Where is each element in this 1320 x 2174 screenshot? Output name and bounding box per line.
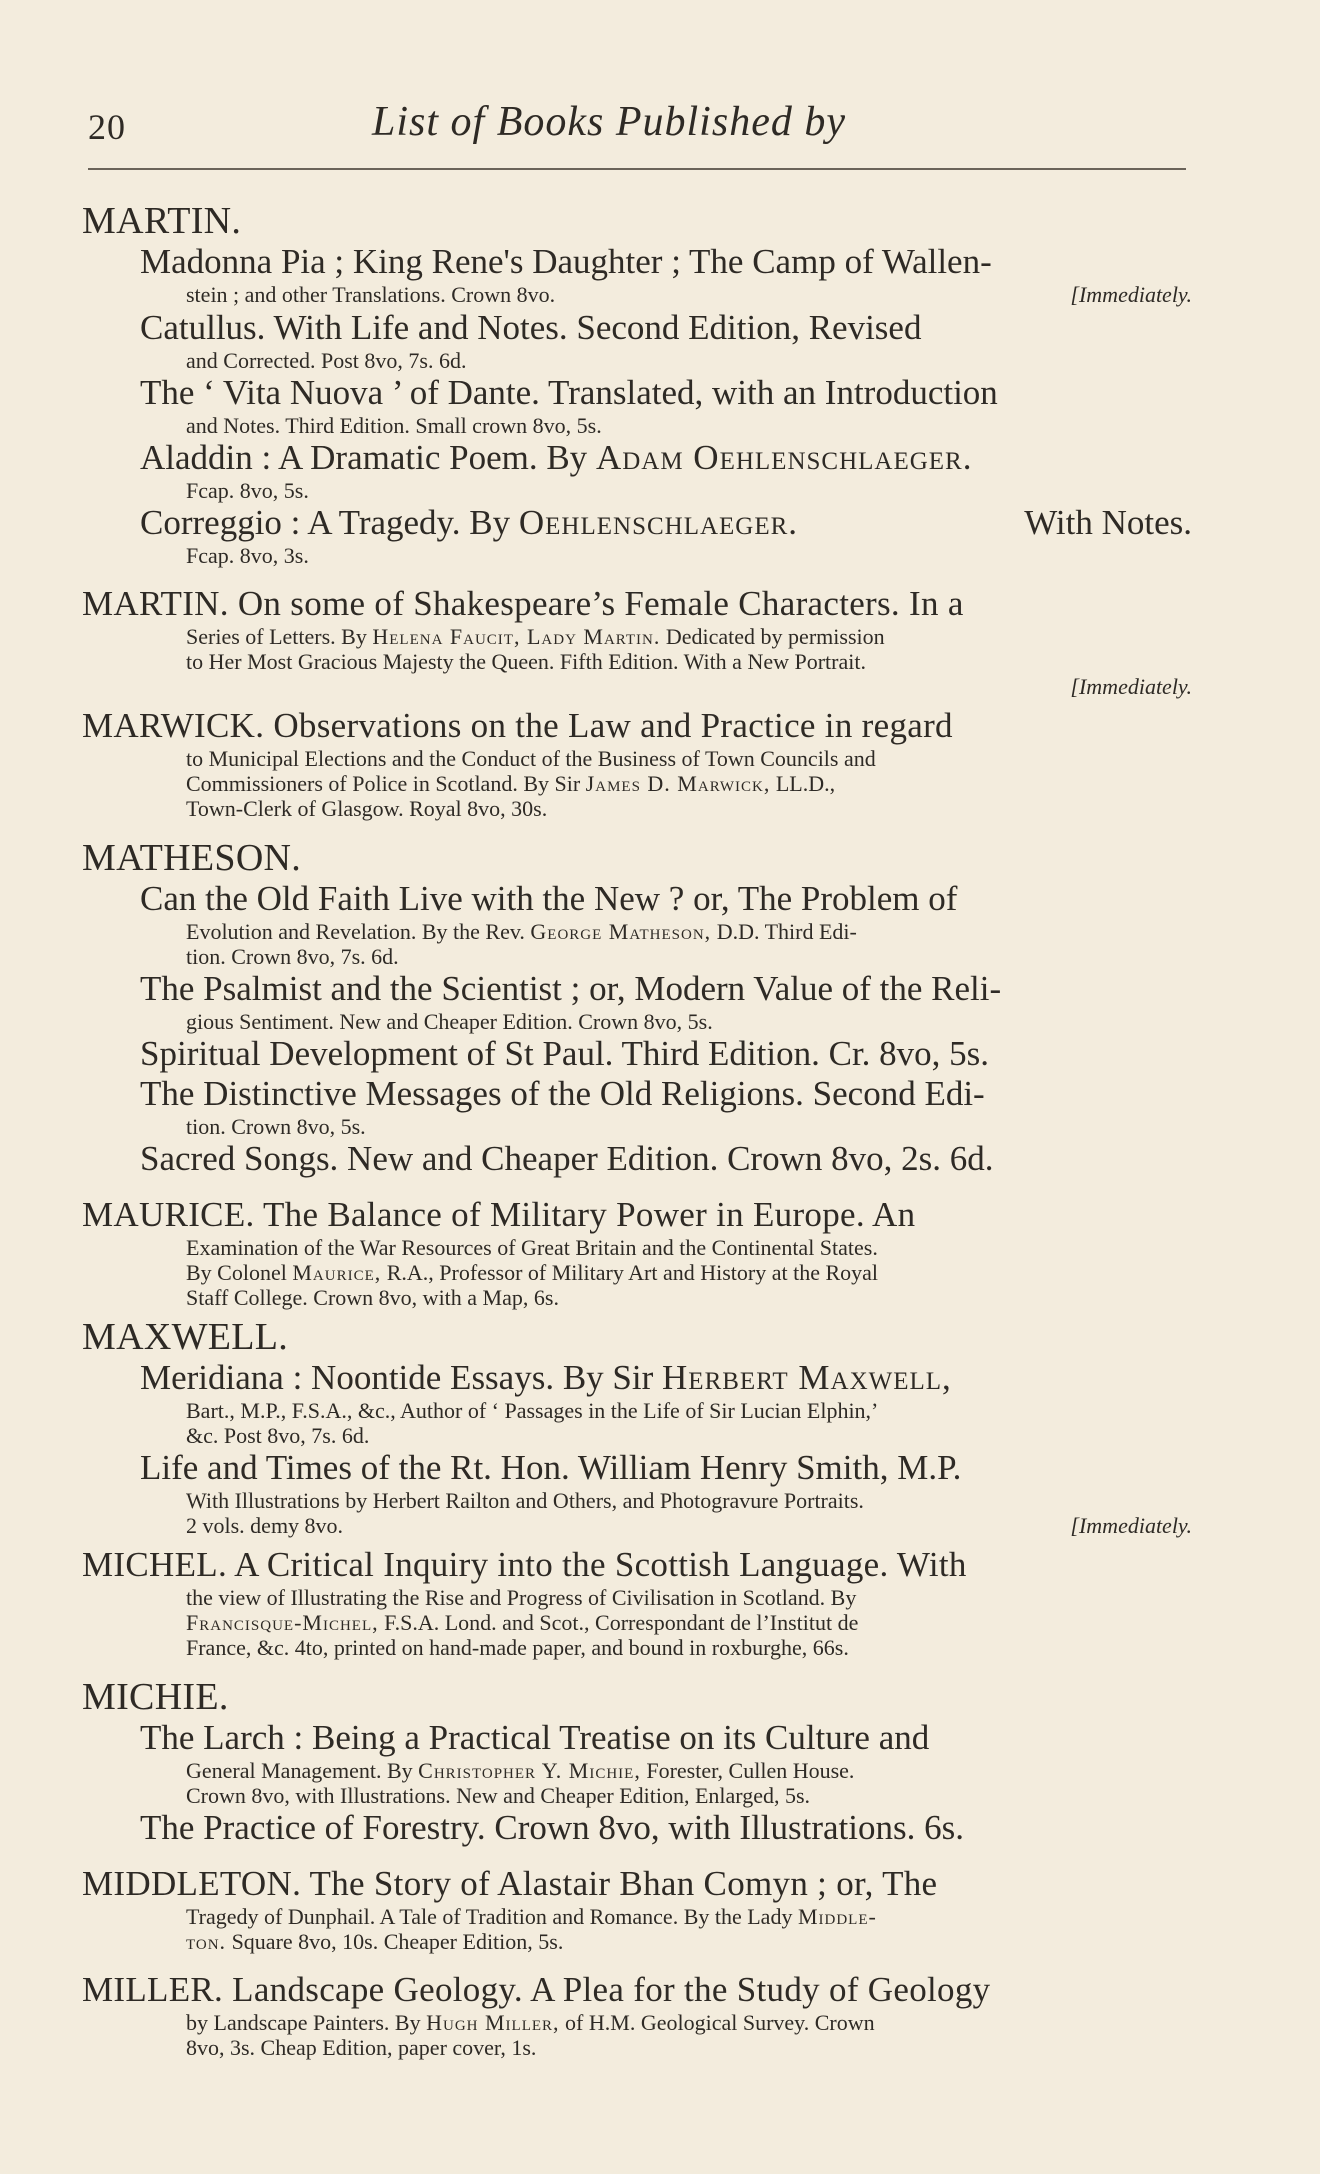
header-rule (88, 168, 1186, 170)
author-name: Christopher Y. Michie, (418, 1758, 641, 1783)
catalogue-body (82, 200, 1192, 2060)
entry-marwick (82, 706, 1192, 821)
status-note: [Immediately. (1070, 674, 1192, 699)
entry-detail: France, &c. 4to, printed on hand-made paper, and bound in roxburghe, 66s. (186, 1635, 849, 1660)
book-title: The Practice of Forestry. Crown 8vo, with Illustrations. 6s. (140, 1808, 964, 1847)
book-title: Aladdin : A Dramatic Poem. By Adam Oehlenschlaeger. (140, 438, 973, 477)
book-title: Sacred Songs. New and Cheaper Edition. Crown 8vo, 2s. 6d. (140, 1139, 994, 1178)
entry-martin-shakespeare (82, 584, 1192, 700)
entry-detail: Francisque-Michel, F.S.A. Lond. and Scot., Correspondant de l’Institut de (186, 1610, 859, 1635)
entry-detail: Series of Letters. By Helena Faucit, Lady Martin. Dedicated by permission (186, 624, 885, 649)
book-detail: tion. Crown 8vo, 5s. (186, 1114, 366, 1139)
author-heading: MATHESON. (82, 837, 302, 879)
book-detail: and Notes. Third Edition. Small crown 8vo, 5s. (186, 413, 602, 438)
author-name: Adam Oehlenschlaeger. (595, 438, 973, 477)
running-title: List of Books Published by (372, 99, 846, 145)
author-name: Oehlenschlaeger. (518, 503, 799, 542)
book-detail: gious Sentiment. New and Cheaper Edition. Crown 8vo, 5s. (186, 1009, 713, 1034)
entry-title-line: MARTIN. On some of Shakespeare’s Female Characters. In a (82, 584, 964, 623)
entry-detail: to Municipal Elections and the Conduct of the Business of Town Councils and (186, 746, 876, 771)
entry-title-line: MARWICK. Observations on the Law and Practice in regard (82, 706, 953, 745)
author-name: Herbert Maxwell, (662, 1358, 952, 1397)
book-detail: Evolution and Revelation. By the Rev. George Matheson, D.D. Third Edi- (186, 919, 857, 944)
book-title: The Larch : Being a Practical Treatise on its Culture and (140, 1718, 930, 1757)
entry-matheson (82, 837, 1192, 1179)
status-note: [Immediately. (1070, 282, 1192, 307)
page-number: 20 (88, 107, 126, 147)
book-detail: &c. Post 8vo, 7s. 6d. (186, 1423, 370, 1448)
status-note: [Immediately. (1070, 1513, 1192, 1538)
book-title: The ‘ Vita Nuova ’ of Dante. Translated, with an Introduction (140, 373, 998, 412)
entry-detail: the view of Illustrating the Rise and Progress of Civilisation in Scotland. By (186, 1585, 857, 1610)
author-name: Maurice, (292, 1260, 382, 1285)
entry-detail: Staff College. Crown 8vo, with a Map, 6s. (186, 1285, 559, 1310)
book-title: Madonna Pia ; King Rene's Daughter ; The Camp of Wallen- (140, 242, 992, 281)
entry-detail: 8vo, 3s. Cheap Edition, paper cover, 1s. (186, 2035, 537, 2060)
book-detail: Bart., M.P., F.S.A., &c., Author of ‘ Passages in the Life of Sir Lucian Elphin,’ (186, 1398, 879, 1423)
book-title: The Distinctive Messages of the Old Religions. Second Edi- (140, 1074, 985, 1113)
entry-middleton (82, 1864, 1192, 1954)
book-detail: stein ; and other Translations. Crown 8vo. [Immediately. (186, 282, 1192, 307)
author-heading: MICHIE. (82, 1676, 229, 1718)
book-title: Spiritual Development of St Paul. Third Edition. Cr. 8vo, 5s. (140, 1034, 990, 1073)
book-title: Correggio : A Tragedy. By Oehlenschlaeger. With Notes. (140, 503, 1192, 542)
entry-detail: by Landscape Painters. By Hugh Miller, of H.M. Geological Survey. Crown (186, 2010, 875, 2035)
book-detail: Fcap. 8vo, 3s. (186, 543, 309, 568)
book-title: Can the Old Faith Live with the New ? or, The Problem of (140, 879, 958, 918)
author-name: George Matheson, (530, 919, 712, 944)
entry-detail: Examination of the War Resources of Great Britain and the Continental States. (186, 1235, 878, 1260)
entry-martin (82, 200, 1192, 568)
entry-detail: to Her Most Gracious Majesty the Queen. Fifth Edition. With a New Portrait. (186, 649, 866, 674)
book-title: Meridiana : Noontide Essays. By Sir Herbert Maxwell, (140, 1358, 952, 1397)
author-name: ton. (186, 1929, 227, 1954)
entry-title-line: MILLER. Landscape Geology. A Plea for the Study of Geology (82, 1970, 991, 2009)
entry-detail: By Colonel Maurice, R.A., Professor of Military Art and History at the Royal (186, 1260, 879, 1285)
book-detail: Crown 8vo, with Illustrations. New and Cheaper Edition, Enlarged, 5s. (186, 1783, 811, 1808)
author-name: Helena Faucit, Lady Martin. (372, 624, 661, 649)
book-detail: With Illustrations by Herbert Railton and Others, and Photogravure Portraits. (186, 1488, 864, 1513)
entry-detail: Town-Clerk of Glasgow. Royal 8vo, 30s. (186, 796, 548, 821)
book-detail: tion. Crown 8vo, 7s. 6d. (186, 944, 399, 969)
entry-title-line: MIDDLETON. The Story of Alastair Bhan Comyn ; or, The (82, 1864, 938, 1903)
book-title: Catullus. With Life and Notes. Second Edition, Revised (140, 308, 922, 347)
book-detail: General Management. By Christopher Y. Michie, Forester, Cullen House. (186, 1758, 855, 1783)
author-heading: MAXWELL. (82, 1316, 289, 1358)
book-detail: Fcap. 8vo, 5s. (186, 478, 309, 503)
author-name: Middle- (797, 1904, 877, 1929)
entry-title-line: MAURICE. The Balance of Military Power in Europe. An (82, 1195, 916, 1234)
entry-miller (82, 1970, 1192, 2060)
book-detail: and Corrected. Post 8vo, 7s. 6d. (186, 348, 467, 373)
book-title: The Psalmist and the Scientist ; or, Modern Value of the Reli- (140, 969, 1002, 1008)
entry-maxwell (82, 1316, 1192, 1539)
entry-maurice (82, 1195, 1192, 1310)
author-name: Hugh Miller, (426, 2010, 560, 2035)
entry-michel (82, 1545, 1192, 1660)
author-name: James D. Marwick, (585, 771, 771, 796)
entry-title-line: MICHEL. A Critical Inquiry into the Scottish Language. With (82, 1545, 967, 1584)
book-detail: 2 vols. demy 8vo. [Immediately. (186, 1513, 1192, 1538)
entry-michie (82, 1676, 1192, 1848)
entry-detail: Tragedy of Dunphail. A Tale of Tradition and Romance. By the Lady Middle- (186, 1904, 877, 1929)
entry-detail: ton. Square 8vo, 10s. Cheaper Edition, 5s. (186, 1929, 564, 1954)
author-name: Francisque-Michel, (186, 1610, 379, 1635)
book-title: Life and Times of the Rt. Hon. William Henry Smith, M.P. (140, 1448, 962, 1487)
entry-detail: Commissioners of Police in Scotland. By Sir James D. Marwick, LL.D., (186, 771, 836, 796)
page-header (0, 98, 1320, 158)
author-heading: MARTIN. (82, 200, 242, 242)
